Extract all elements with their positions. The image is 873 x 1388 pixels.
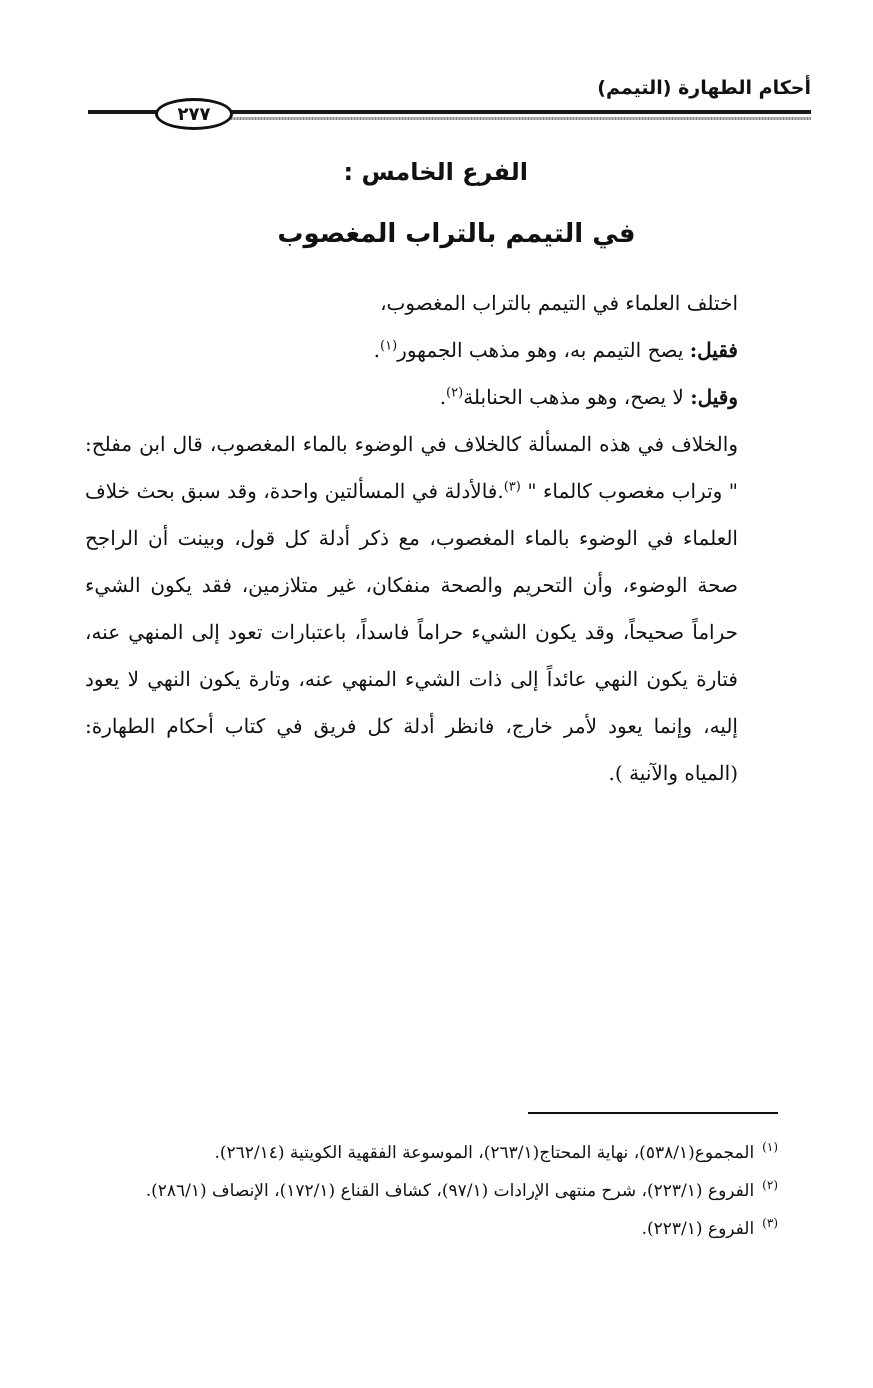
section-title: في التيمم بالتراب المغصوب <box>277 219 636 249</box>
lead-word: فقيل: <box>689 338 738 362</box>
paragraph <box>85 327 778 374</box>
paragraph <box>85 374 778 421</box>
paragraph-end: . <box>439 385 447 409</box>
running-title: أحكام الطهارة (التيمم) <box>597 77 811 99</box>
page-number <box>155 98 233 130</box>
body-text <box>85 280 778 797</box>
lead-word: وقيل: <box>690 385 738 409</box>
paragraph-text: .فالأدلة في المسألتين واحدة، وقد سبق بحث خلاف العلماء في الوضوء بالماء المغصوب، مع ذكر أدلة كل قول، وبينت أن الراجح صحة الوضوء، وأن التحريم والصحة منفكان، غير متلازمين، فقد يكون الشيء حراماً صحيحاً، وقد يكون الشيء حراماً فاسداً، باعتبارات تعود إلى المنهي عنه، فتارة يكون النهي عائداً إلى ذات الشيء المنهي عنه، وتارة يكون النهي لا يعود إليه، وإنما يعود لأمر خارج، فانظر أدلة كل فريق في كتاب أحكام الطهارة: (المياه والآنية ). <box>85 479 738 785</box>
header-rule-pattern <box>220 117 811 120</box>
footnote <box>85 1172 778 1210</box>
footnote-number: (١) <box>762 1140 778 1155</box>
footnote <box>85 1134 778 1172</box>
page-number-text: ٢٧٧ <box>177 103 211 125</box>
branch-heading: الفرع الخامس : <box>343 158 528 186</box>
footnote-ref[interactable]: (٢) <box>446 385 464 401</box>
paragraph-end: . <box>373 338 381 362</box>
footnote-text: المجموع(٥٣٨/١)، نهاية المحتاج(٢٦٣/١)، الموسوعة الفقهية الكويتية (٢٦٢/١٤). <box>214 1143 755 1163</box>
footnote-number: (٢) <box>762 1178 778 1193</box>
footnote-ref[interactable]: (٣) <box>503 479 521 495</box>
footnote-text: الفروع (٢٢٣/١)، شرح منتهى الإرادات (٩٧/١)، كشاف القناع (١٧٢/١)، الإنصاف (٢٨٦/١). <box>145 1181 755 1201</box>
paragraph-text: والخلاف في هذه المسألة كالخلاف في الوضوء بالماء المغصوب، قال ابن مفلح: " وتراب مغصوب كالماء " <box>85 432 738 503</box>
footnotes <box>85 1134 778 1248</box>
footnote-separator <box>528 1112 778 1114</box>
paragraph <box>85 421 778 797</box>
paragraph-text: لا يصح، وهو مذهب الحنابلة <box>463 385 691 409</box>
paragraph-text: يصح التيمم به، وهو مذهب الجمهور <box>397 338 690 362</box>
footnote-number: (٣) <box>762 1216 778 1231</box>
footnote-ref[interactable]: (١) <box>380 338 398 354</box>
footnote <box>85 1210 778 1248</box>
footnote-text: الفروع (٢٢٣/١). <box>641 1219 755 1239</box>
paragraph: اختلف العلماء في التيمم بالتراب المغصوب، <box>380 291 738 315</box>
